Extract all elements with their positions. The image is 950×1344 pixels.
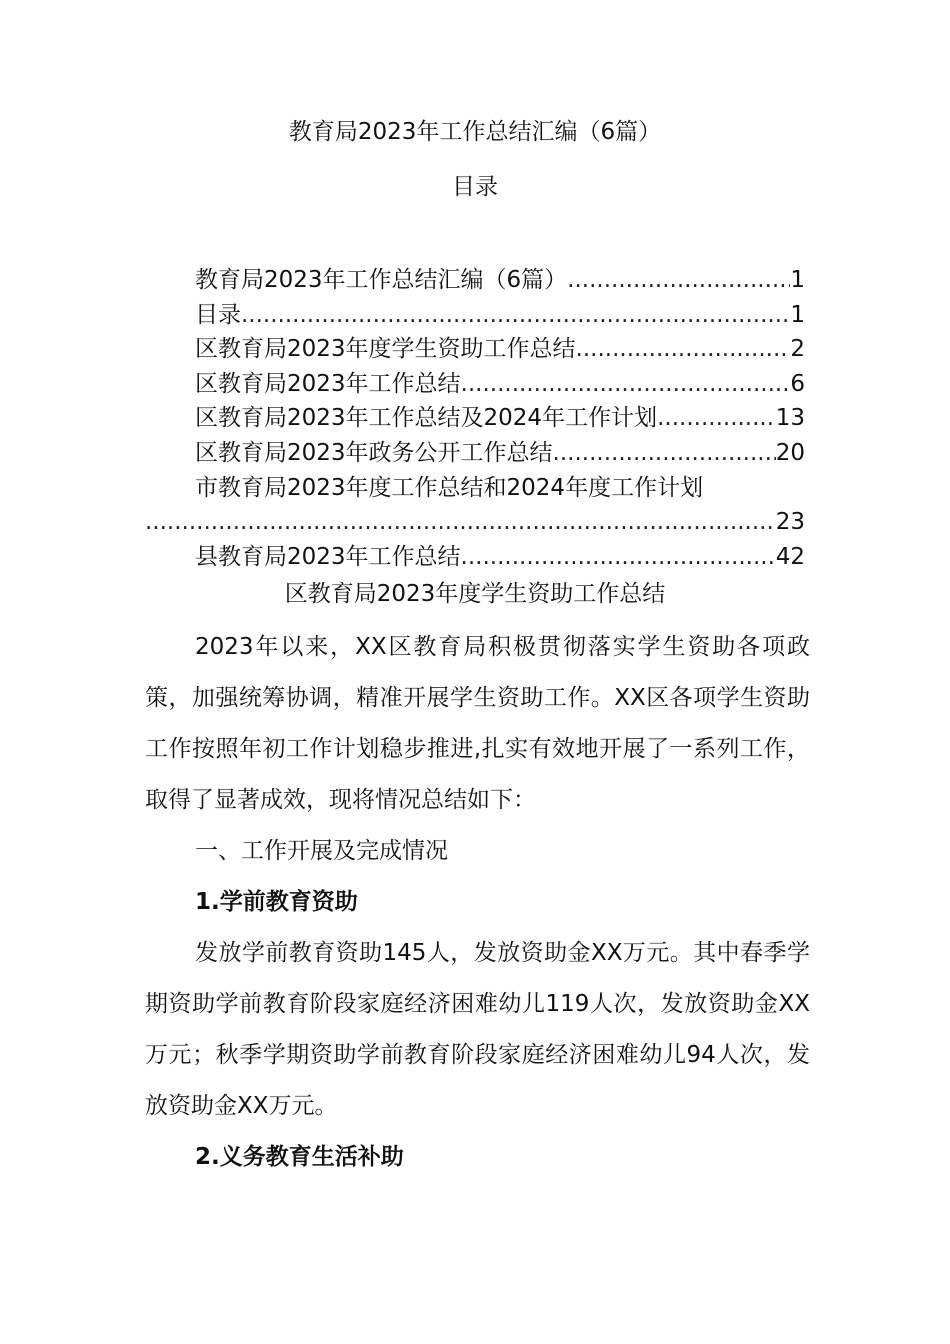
toc-leader-dots	[657, 401, 776, 436]
toc-entry-label: 目录	[195, 301, 241, 328]
toc-entry-page: 13	[775, 405, 805, 432]
toc-entry-page: 2	[790, 336, 805, 363]
toc-entry[interactable]	[145, 471, 805, 506]
toc-entry-label: 区教育局2023年度学生资助工作总结	[195, 336, 576, 363]
table-of-contents	[145, 263, 805, 574]
toc-leader-dots	[461, 367, 791, 402]
toc-entry-page: 1	[790, 301, 805, 328]
article-body	[145, 622, 810, 1183]
toc-leader-dots	[576, 332, 791, 367]
toc-leader-dots	[461, 540, 776, 575]
toc-entry[interactable]	[145, 263, 805, 298]
toc-entry-label: 区教育局2023年政务公开工作总结	[195, 439, 553, 466]
toc-entry-continuation[interactable]	[145, 505, 805, 540]
toc-leader-dots	[553, 436, 776, 471]
toc-entry[interactable]	[145, 332, 805, 367]
toc-heading: 目录	[452, 174, 498, 200]
section-heading: 一、工作开展及完成情况	[195, 838, 448, 864]
subsection-heading: 1.学前教育资助	[195, 889, 358, 915]
toc-entry[interactable]	[145, 367, 805, 402]
toc-entry-page: 1	[790, 267, 805, 293]
toc-entry[interactable]	[145, 436, 805, 471]
toc-entry-label: 区教育局2023年工作总结	[195, 370, 461, 397]
article-heading: 区教育局2023年度学生资助工作总结	[284, 581, 666, 607]
document-title: 教育局2023年工作总结汇编（6篇）	[288, 119, 662, 145]
toc-entry-page: 6	[790, 370, 805, 397]
toc-entry[interactable]	[145, 540, 805, 575]
toc-entry-label: 区教育局2023年工作总结及2024年工作计划	[195, 405, 658, 432]
toc-entry-label: 教育局2023年工作总结汇编（6篇）	[195, 267, 568, 293]
toc-entry-label: 县教育局2023年工作总结	[195, 543, 461, 570]
toc-entry[interactable]	[145, 298, 805, 333]
toc-entry-label: 市教育局2023年度工作总结和2024年度工作计划	[195, 474, 704, 501]
toc-leader-dots	[241, 298, 790, 333]
intro-paragraph: 2023年以来，XX区教育局积极贯彻落实学生资助各项政策，加强统筹协调，精准开展学生资助工作。XX区各项学生资助工作按照年初工作计划稳步推进,扎实有效地开展了一系列工作，取得了显著成效，现将情况总结如下：	[145, 634, 810, 813]
toc-leader-dots	[567, 263, 790, 298]
toc-entry-page: 42	[775, 543, 805, 570]
toc-entry[interactable]	[145, 401, 805, 436]
subsection-heading: 2.义务教育生活补助	[195, 1144, 404, 1170]
toc-leader-dots	[145, 505, 776, 540]
toc-entry-page: 23	[775, 509, 805, 536]
subsection-paragraph: 发放学前教育资助145人，发放资助金XX万元。其中春季学期资助学前教育阶段家庭经济困难幼儿119人次，发放资助金XX万元；秋季学期资助学前教育阶段家庭经济困难幼儿94人次，发放资助金XX万元。	[145, 940, 810, 1119]
toc-entry-page: 20	[775, 439, 805, 466]
